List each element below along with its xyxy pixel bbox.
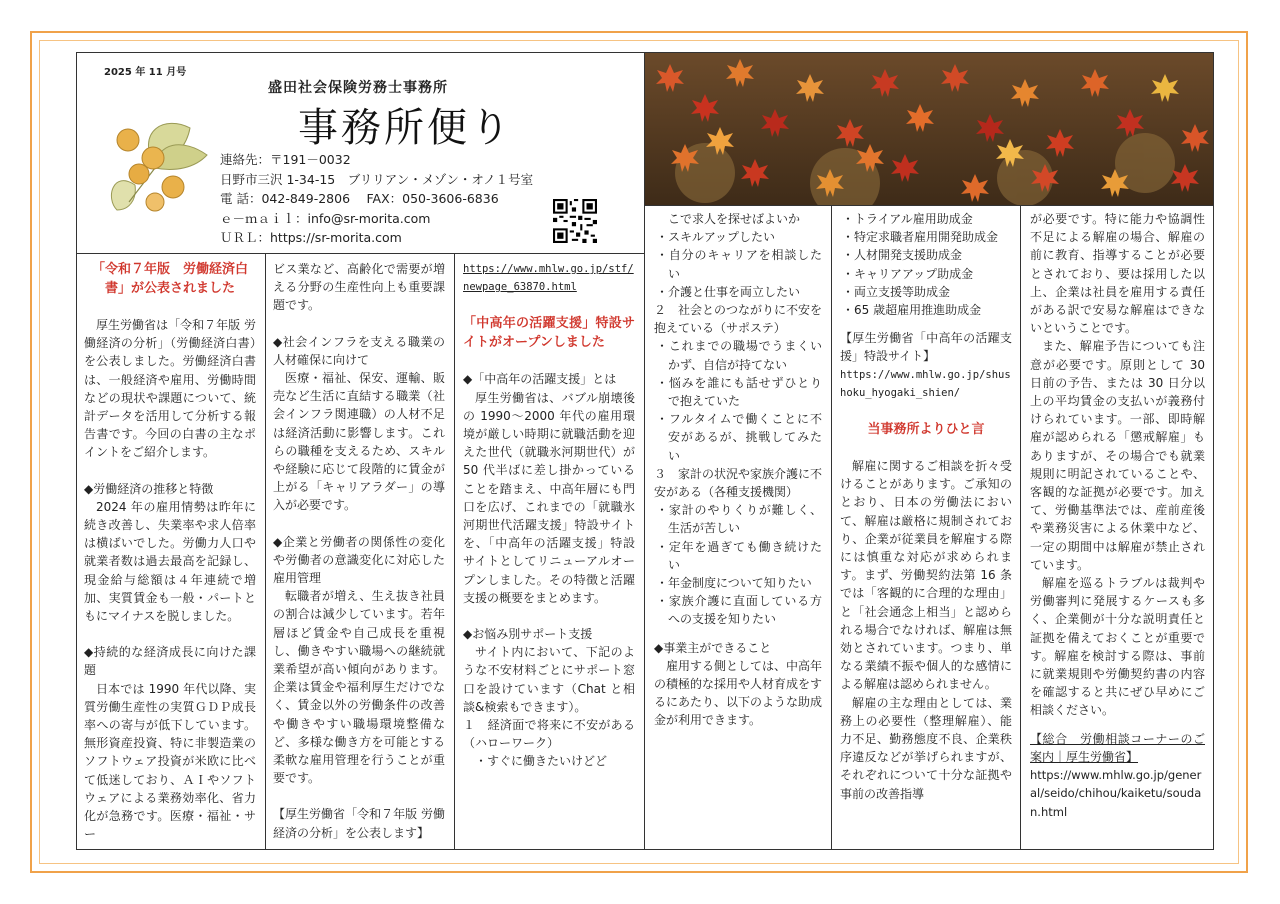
source-note: 【厚生労働省「中高年の活躍支援」特設サイト】 [840,331,1012,364]
contact-info [220,150,533,248]
concern-item-2: ２ 社会とのつながりに不安を抱えている（サポステ） [654,303,823,336]
white-paper-url-link[interactable]: https://www.mhlw.go.jp/stf/newpage_63870.html [463,263,634,294]
issue-date: 2025 年 11 月号 [104,67,187,78]
column-5 [840,210,1012,803]
grant-list-item: ・人材開発支援助成金 [842,248,963,263]
section-body-what-is-support: 厚生労働省は、バブル崩壊後の 1990～2000 年代の雇用環境が厳しい時期に就職活動を迎えた世代（就職氷河期世代）が 50 代半ばに差し掛かっていることを踏まえ、中高年層にも門口を広げ、これまでの「就職氷河期世代活躍支援」特設サイトを、「中高年の活躍支援」特設サイトとしてリニューアルオープンしました。その特徴と活躍支援の概要をまとめます。 [463,390,635,605]
section-body-infrastructure: 医療・福祉、保安、運輸、販売など生活に直結する職業（社会インフラ関連職）の人材不足は経済活動に影響します。これらの職種を支えるため、スキルや経験に応じて段階的に賃金が上がる「キャリアラダー」の導入が必要です。 [273,371,445,513]
column-4 [654,210,822,730]
concern-item-3: ３ 家計の状況や家族介護に不安がある（各種支援機関） [654,466,823,500]
autumn-maple-leaves-photo [645,53,1213,205]
section-title-growth-issues: ◆持続的な経済成長に向けた課題 [84,645,256,678]
concern-item-1-sub: ・すぐに働きたいけどど [475,754,608,769]
column-divider [454,253,455,850]
concern-list-item: こで求人を探せばよいか [668,212,801,226]
column-divider [1020,205,1021,850]
article-heading-office-comment: 当事務所よりひと言 [867,422,985,438]
section-body-employment-management: 転職者が増え、生え抜き社員の割合は減少しています。若年層ほど賃金や自己成長を重視し、働きやすい職場への継続就業希望が高い傾向があります。企業は賃金や福利厚生だけでなく、賃金以外の労働条件の改善や働きやすい職場環境整備など、多様な働き方を可能とする柔軟な雇用管理を行うことが重要です。 [273,589,445,786]
white-paper-intro: 厚生労働省は「令和７年版 労働経済の分析」（労働経済白書）を公表しました。労働経済白書は、一般経済や雇用、労働時間などの現状や課題について、統計データを活用して分析する報告書です。今回の白書の主なポイントをご紹介します。 [84,318,256,460]
column-3 [463,260,635,771]
concern-item-1: １ 経済面で将来に不安がある（ハローワーク） [463,718,635,751]
office-comment-paragraph-5: 解雇を巡るトラブルは裁判や労働審判に発展するケースも多く、企業側が十分な説明責任と証拠を備えておくことが重要です。解雇を検討する際は、事前に就業規則や労働契約書の内容を確認すると共にぜひ早めにご相談ください。 [1030,576,1205,718]
section-title-employer-actions: ◆事業主ができること [654,640,772,655]
section-title-economy-trend: ◆労働経済の推移と特徴 [84,481,214,496]
grant-list-item: ・65 歳超雇用推進助成金 [842,303,982,318]
article-heading-middle-aged-support: 「中高年の活躍支援」特設サイトがオープンしました [463,316,635,351]
concern-list-item: ・介護と仕事を両立したい [656,284,801,299]
concern-list-item: ・フルタイムで働くことに不安があるが、挑戦してみたい [656,412,822,463]
contact-url[interactable]: ＵＲＬ：https://sr-morita.com [220,230,402,245]
qr-code[interactable] [553,199,597,243]
grant-list-item: ・特定求職者雇用開発助成金 [842,230,999,245]
contact-phone-fax: 電 話：042-849-2806 FAX：050-3606-6836 [220,191,499,206]
grant-list-item: ・トライアル雇用助成金 [842,212,973,226]
labor-consultation-link-title[interactable]: 【総合 労働相談コーナーのご案内｜厚生労働省】 [1030,731,1205,764]
grant-list-item: ・キャリアアップ助成金 [842,266,974,281]
column-divider [831,205,832,850]
office-comment-paragraph-4: また、解雇予告についても注意が必要です。原則として 30 日前の予告、または 30 日分以上の平均賃金の支払いが義務付けられています。一部、即時解雇が認められる「懲戒解雇」もありますが、その場合でも就業規則に明記されていることや、客観的な証拠が必要です。加えて、労働基準法では、産前産後や業務災害による休業中など、一定の期間中は解雇が禁止されています。 [1030,339,1205,572]
header-divider [76,253,644,254]
section-body-support-by-concern: サイト内において、下記のような不安材料ごとにサポート窓口を設けています（Chat と相談&検索もできます）。 [463,645,635,714]
section-title-what-is-support: ◆「中高年の活躍支援」とは [463,372,617,387]
concern-list-item: ・自分のキャリアを相談したい [656,248,822,281]
ginkgo-leaves-illustration [95,110,215,220]
office-name: 盛田社会保険労務士事務所 [268,80,448,96]
concern-list-item: ・家族介護に直面している方への支援を知りたい [656,594,822,627]
column-2 [273,260,445,842]
concern-list-item: ・定年を過ぎても働き続けたい [656,539,822,572]
concern-list-item: ・これまでの職場でうまくいかず、自信が持てない [656,339,822,372]
section-body-economy-trend: 2024 年の雇用情勢は昨年に続き改善し、失業率や求人倍率は横ばいでした。労働力人口や就業者数は過去最高を記録し、現金給与総額は４年連続で増加、実質賃金も一般・パートともにマイナスを脱しました。 [84,499,256,624]
section-title-employment-management: ◆企業と労働者の関係性の変化や労働者の意識変化に対応した雇用管理 [273,534,445,586]
grant-list-item: ・両立支援等助成金 [842,284,951,299]
section-body-employer-actions: 雇用する側としては、中高年の積極的な採用や人材育成をするにあたり、以下のような助成金が利用できます。 [654,658,823,728]
contact-email[interactable]: ｅ－ｍａｉｌ：info@sr-morita.com [220,210,431,226]
section-title-infrastructure: ◆社会インフラを支える職業の人材確保に向けて [273,334,445,367]
support-site-url[interactable]: https://www.mhlw.go.jp/shushoku_hyogaki_shien/ [840,368,1011,399]
office-comment-paragraph-1: 解雇に関するご相談を折々受けることがあります。ご承知のとおり、日本の労働法において、解雇は厳格に規制されており、企業が従業員を解雇する際には慎重な対応が求められます。まず、労働契約法第 16 条では「客観的に合理的な理由」と「社会通念上相当」と認められる場合でなければ、解雇は無効とされています。つまり、単なる業績不振や個人的な感情による解雇は認められません。 [840,459,1012,692]
section-body-growth-issues: 日本では 1990 年代以降、実質労働生産性の実質ＧＤＰ成長率への寄与が低下しています。無形資産投資、特に非製造業のソフトウェア投資が米欧に比べて低迷しており、ＡＩやソフトウェアによる業務効率化、省力化が急務です。医療・福祉・サー [84,681,256,842]
office-comment-paragraph-2: 解雇の主な理由としては、業務上の必要性（整理解雇）、能力不足、勤務態度不良、企業秩序違反などが挙げられますが、それぞれについて十分な証拠や事前の改善指導 [840,695,1012,801]
contact-address: 日野市三沢 1-34-15 ブリリアン・メゾン・オノ１号室 [220,171,534,187]
column-6 [1030,210,1205,821]
concern-list-item: ・スキルアップしたい [656,230,776,245]
column-1 [84,260,256,843]
source-note: 【厚生労働省「令和７年版 労働経済の分析」を公表します】 [273,807,445,840]
section-title-support-by-concern: ◆お悩み別サポート支援 [463,627,593,642]
concern-list-item: ・家計のやりくりが難しく、生活が苦しい [656,503,822,536]
article-heading-white-paper: 「令和７年版 労働経済白書」が公表されました [91,262,248,296]
newsletter-title: 事務所便り [298,105,513,151]
office-comment-paragraph-3: が必要です。特に能力や協調性不足による解雇の場合、解雇の前に教育、指導することが必要とされており、要は採用した以上、企業は社員を雇用する責任がある訳で安易な解雇はできないということです。 [1030,212,1205,336]
growth-issues-continued: ビス業など、高齢化で需要が増える分野の生産性向上も重要課題です。 [273,262,445,313]
concern-list-item: ・年金制度について知りたい [656,576,812,591]
column-divider [265,253,266,850]
concern-list-item: ・悩みを誰にも話せずひとりで抱えていた [656,375,822,409]
labor-consultation-url[interactable]: https://www.mhlw.go.jp/general/seido/chihou/kaiketu/soudan.html [1030,768,1202,819]
photo-divider [644,205,1214,206]
contact-postal: 連絡先：〒191－0032 [220,152,351,167]
